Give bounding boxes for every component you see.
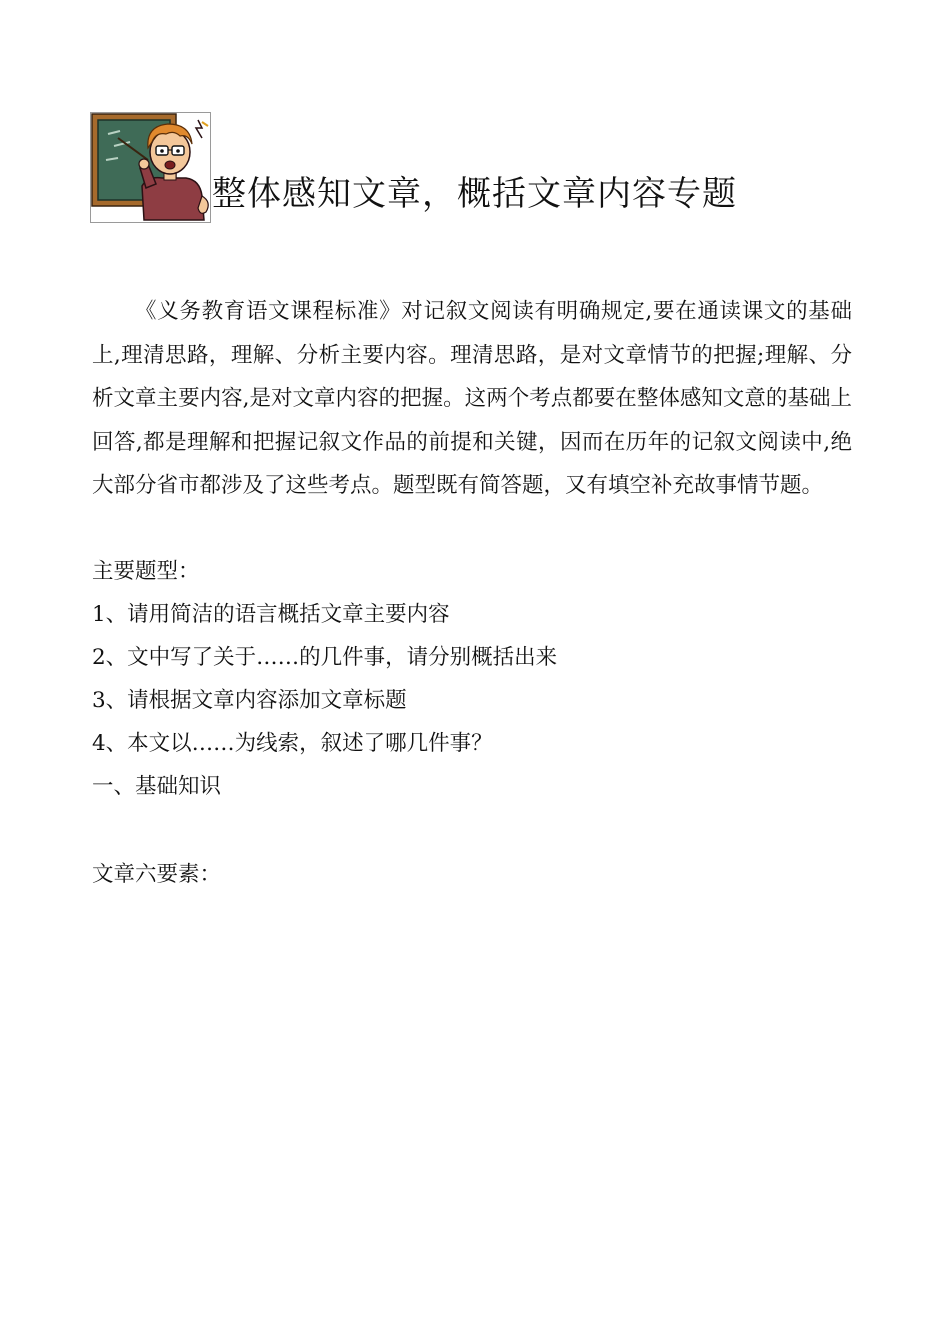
question-type-item-4: 4、本文以……为线索，叙述了哪几件事？ — [92, 731, 493, 756]
six-elements-heading: 文章六要素： — [92, 862, 222, 887]
teacher-at-chalkboard-icon — [90, 112, 214, 224]
intro-paragraph: 《义务教育语文课程标准》对记叙文阅读有明确规定,要在通读课文的基础上,理清思路，理解、分析主要内容。理清思路，是对文章情节的把握;理解、分析文章主要内容,是对文章内容的把握。这两个考点都要在整体感知文意的基础上回答,都是理解和把握记叙文作品的前提和关键，因而在历年的记叙文阅读中,绝大部分省市都涉及了这些考点。题型既有简答题，又有填空补充故事情节题。 — [92, 299, 852, 498]
question-types-heading: 主要题型： — [92, 559, 200, 584]
section-heading-basics: 一、基础知识 — [92, 774, 222, 799]
page-title: 整体感知文章，概括文章内容专题 — [212, 174, 737, 214]
question-type-item-3: 3、请根据文章内容添加文章标题 — [92, 688, 407, 713]
question-type-item-1: 1、请用简洁的语言概括文章主要内容 — [92, 602, 450, 627]
question-type-item-2: 2、文中写了关于……的几件事，请分别概括出来 — [92, 645, 558, 670]
